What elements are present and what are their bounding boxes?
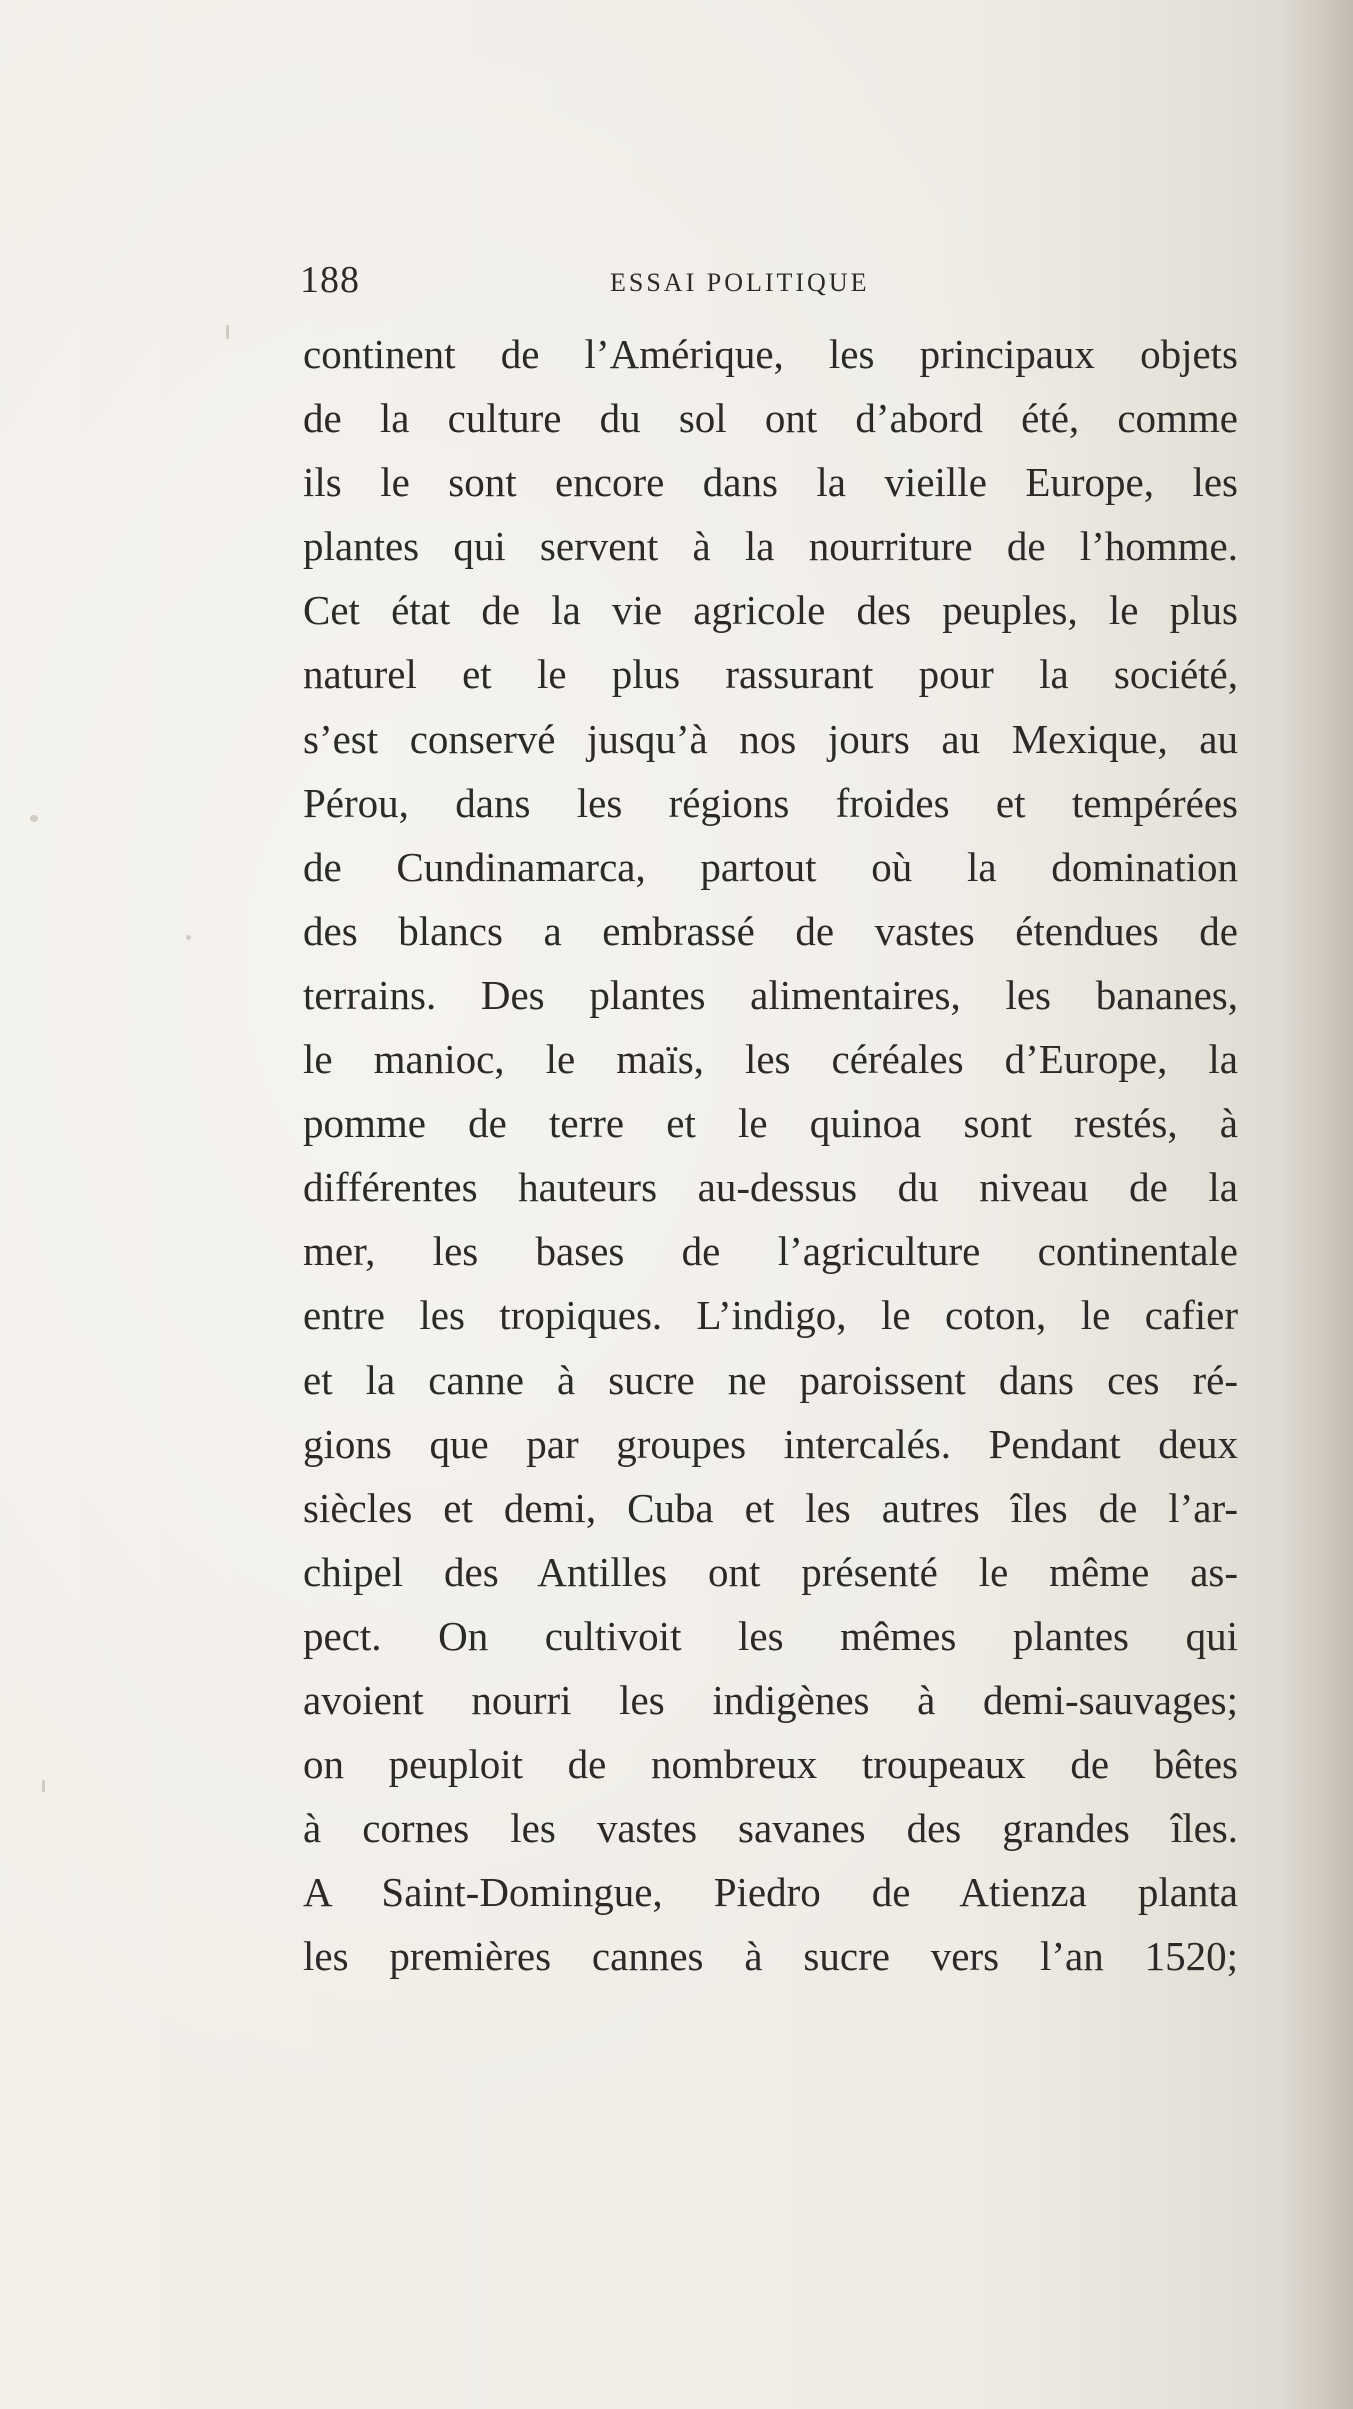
text-line: plantes qui servent à la nourriture de l’homme.: [303, 523, 1238, 570]
running-title: ESSAI POLITIQUE: [610, 268, 870, 297]
text-line: mer, les bases de l’agriculture continentale: [303, 1228, 1238, 1275]
text-line: de Cundinamarca, partout où la domination: [303, 843, 1238, 890]
text-line: Pérou, dans les régions froides et tempérées: [303, 779, 1238, 826]
text-line: avoient nourri les indigènes à demi-sauvages;: [303, 1676, 1238, 1723]
text-line: gions que par groupes intercalés. Pendant deux: [303, 1420, 1238, 1467]
page-gutter-shadow: [1283, 0, 1353, 2409]
text-line: terrains. Des plantes alimentaires, les bananes,: [303, 971, 1238, 1018]
text-line: ils le sont encore dans la vieille Europe, les: [303, 459, 1238, 506]
paper-speck: [186, 935, 191, 940]
text-line: continent de l’Amérique, les principaux objets: [303, 331, 1238, 377]
text-line: les premières cannes à sucre vers l’an 1520;: [303, 1933, 1238, 1980]
text-line: et la canne à sucre ne paroissent dans ces ré-: [303, 1356, 1238, 1403]
text-line: siècles et demi, Cuba et les autres îles de l’ar-: [303, 1484, 1238, 1531]
page-number: 188: [300, 259, 360, 301]
body-text: [303, 322, 1238, 1988]
text-line: pomme de terre et le quinoa sont restés, à: [303, 1100, 1238, 1147]
paper-speck: [42, 1780, 45, 1792]
text-line: pect. On cultivoit les mêmes plantes qui: [303, 1612, 1238, 1659]
paper-speck: [30, 815, 38, 822]
text-line: A Saint-Domingue, Piedro de Atienza planta: [303, 1869, 1238, 1916]
running-head: [300, 258, 1260, 306]
text-line: le manioc, le maïs, les céréales d’Europe, la: [303, 1036, 1238, 1083]
text-line: entre les tropiques. L’indigo, le coton, le cafier: [303, 1292, 1238, 1339]
text-line: à cornes les vastes savanes des grandes îles.: [303, 1805, 1238, 1852]
text-line: de la culture du sol ont d’abord été, comme: [303, 395, 1238, 442]
text-line: s’est conservé jusqu’à nos jours au Mexique, au: [303, 715, 1238, 762]
paper-speck: [226, 325, 229, 339]
text-line: naturel et le plus rassurant pour la société,: [303, 651, 1238, 698]
text-line: Cet état de la vie agricole des peuples, le plus: [303, 587, 1238, 634]
text-line: chipel des Antilles ont présenté le même as-: [303, 1548, 1238, 1595]
text-line: différentes hauteurs au-dessus du niveau de la: [303, 1164, 1238, 1211]
text-line: on peuploit de nombreux troupeaux de bêtes: [303, 1741, 1238, 1788]
text-line: des blancs a embrassé de vastes étendues de: [303, 907, 1238, 954]
